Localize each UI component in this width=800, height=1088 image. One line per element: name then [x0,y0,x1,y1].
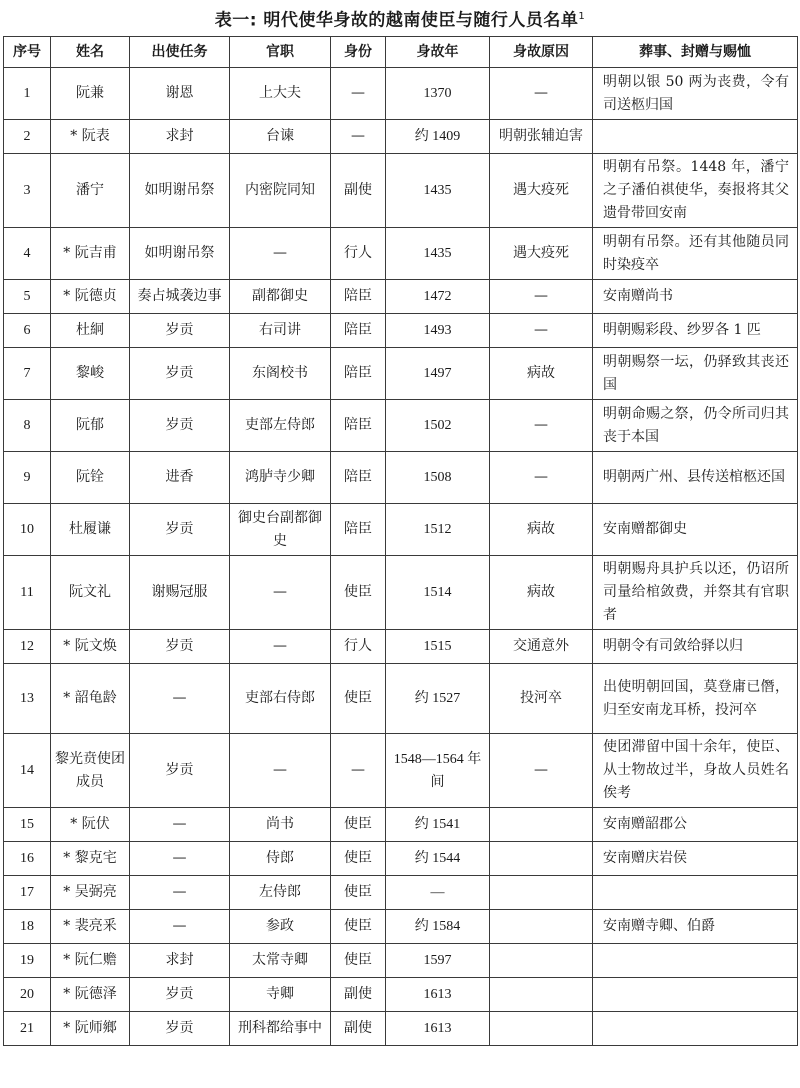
table-row [4,944,798,978]
cell-notes [593,978,798,1012]
cell-role: 陪臣 [331,504,386,556]
cell-notes: 安南赠寺卿、伯爵 [593,910,798,944]
header-year: 身故年 [386,37,490,68]
cell-year: 1435 [386,228,490,280]
cell-office: 内密院同知 [230,154,331,228]
cell-notes: 使团滞留中国十余年，使臣、从士物故过半，身故人员姓名俟考 [593,734,798,808]
cell-year: 1514 [386,556,490,630]
cell-year: 1472 [386,280,490,314]
cell-role: 陪臣 [331,280,386,314]
cell-role: 使臣 [331,876,386,910]
cell-mission: — [130,842,230,876]
cell-office: 左侍郎 [230,876,331,910]
cell-mission: — [130,664,230,734]
cell-cause: — [490,400,593,452]
cell-office: 刑科都给事中 [230,1012,331,1046]
cell-office: — [230,556,331,630]
cell-role: 使臣 [331,556,386,630]
cell-year: 1548—1564 年间 [386,734,490,808]
cell-name: 阮文礼 [51,556,130,630]
cell-mission: 进香 [130,452,230,504]
cell-no: 16 [4,842,51,876]
cell-year: 1508 [386,452,490,504]
table-row [4,556,798,630]
cell-notes: 明朝有吊祭。还有其他随员同时染疫卒 [593,228,798,280]
cell-year: 1512 [386,504,490,556]
cell-year: 1370 [386,68,490,120]
cell-cause [490,808,593,842]
cell-cause [490,910,593,944]
table-row [4,504,798,556]
cell-mission: 求封 [130,944,230,978]
header-mission: 出使任务 [130,37,230,68]
cell-no: 10 [4,504,51,556]
cell-year: 1613 [386,1012,490,1046]
table-body [4,68,798,1046]
cell-cause: 交通意外 [490,630,593,664]
cell-year: 1497 [386,348,490,400]
cell-cause: 明朝张辅迫害 [490,120,593,154]
cell-no: 2 [4,120,51,154]
cell-mission: 岁贡 [130,348,230,400]
cell-office: 吏部右侍郎 [230,664,331,734]
cell-no: 13 [4,664,51,734]
cell-no: 20 [4,978,51,1012]
cell-no: 6 [4,314,51,348]
cell-name: * 裴亮釆 [51,910,130,944]
table-row [4,910,798,944]
cell-cause [490,944,593,978]
cell-notes [593,876,798,910]
cell-notes [593,1012,798,1046]
cell-name: 黎峻 [51,348,130,400]
table-row [4,1012,798,1046]
cell-role: 使臣 [331,910,386,944]
cell-role: 使臣 [331,944,386,978]
footnote-marker: 1 [578,11,586,22]
cell-no: 21 [4,1012,51,1046]
cell-office: 尚书 [230,808,331,842]
cell-office: 鸿胪寺少卿 [230,452,331,504]
cell-notes: 明朝命赐之祭，仍令所司归其丧于本国 [593,400,798,452]
cell-name: 阮兼 [51,68,130,120]
cell-name: * 阮德泽 [51,978,130,1012]
cell-mission: 岁贡 [130,504,230,556]
header-name: 姓名 [51,37,130,68]
cell-cause: 遇大疫死 [490,154,593,228]
table-row [4,154,798,228]
cell-name: 阮铨 [51,452,130,504]
cell-no: 18 [4,910,51,944]
cell-mission: 岁贡 [130,978,230,1012]
cell-role: 使臣 [331,664,386,734]
cell-year: 1493 [386,314,490,348]
cell-name: * 阮伏 [51,808,130,842]
cell-year: 1613 [386,978,490,1012]
cell-role: 使臣 [331,842,386,876]
cell-mission: 奏占城袭边事 [130,280,230,314]
cell-role: 陪臣 [331,400,386,452]
cell-office: — [230,228,331,280]
cell-year: 约 1541 [386,808,490,842]
cell-role: 行人 [331,228,386,280]
cell-cause: 病故 [490,348,593,400]
cell-office: 东阁校书 [230,348,331,400]
cell-year: 约 1409 [386,120,490,154]
cell-role: — [331,68,386,120]
cell-cause [490,1012,593,1046]
cell-notes: 明朝赐彩段、纱罗各 1 匹 [593,314,798,348]
table-title [0,0,800,36]
table-row [4,120,798,154]
cell-no: 9 [4,452,51,504]
cell-notes [593,120,798,154]
cell-cause: — [490,452,593,504]
cell-cause [490,876,593,910]
cell-notes: 出使明朝回国，莫登庸已僭，归至安南龙耳桥，投河卒 [593,664,798,734]
cell-mission: 岁贡 [130,400,230,452]
cell-office: 上大夫 [230,68,331,120]
cell-no: 7 [4,348,51,400]
cell-cause: 病故 [490,556,593,630]
cell-no: 17 [4,876,51,910]
cell-year: — [386,876,490,910]
cell-office: — [230,630,331,664]
table-row [4,280,798,314]
cell-office: 侍郎 [230,842,331,876]
table-row [4,400,798,452]
table-row [4,228,798,280]
cell-no: 12 [4,630,51,664]
cell-name: * 黎克宅 [51,842,130,876]
cell-office: 御史台副都御史 [230,504,331,556]
cell-office: 参政 [230,910,331,944]
cell-notes: 安南赠尚书 [593,280,798,314]
cell-no: 15 [4,808,51,842]
table-row [4,68,798,120]
cell-no: 14 [4,734,51,808]
table-row [4,808,798,842]
cell-cause: — [490,68,593,120]
cell-name: 潘宁 [51,154,130,228]
cell-role: 陪臣 [331,452,386,504]
cell-cause: 投河卒 [490,664,593,734]
cell-name: * 阮德贞 [51,280,130,314]
cell-no: 1 [4,68,51,120]
cell-mission: 岁贡 [130,630,230,664]
cell-notes: 安南赠韶郡公 [593,808,798,842]
cell-notes: 明朝有吊祭。1448 年，潘宁之子潘伯祺使华，奏报将其父遗骨带回安南 [593,154,798,228]
cell-cause: — [490,314,593,348]
cell-name: * 阮表 [51,120,130,154]
cell-role: — [331,734,386,808]
table-row [4,630,798,664]
cell-notes: 明朝两广州、县传送棺柩还国 [593,452,798,504]
cell-year: 约 1527 [386,664,490,734]
table-row [4,842,798,876]
cell-notes: 安南赠庆岩侯 [593,842,798,876]
cell-role: 副使 [331,154,386,228]
cell-year: 约 1584 [386,910,490,944]
cell-mission: — [130,876,230,910]
table-row [4,314,798,348]
cell-year: 1502 [386,400,490,452]
cell-no: 11 [4,556,51,630]
cell-notes: 明朝赐祭一坛，仍驿致其丧还国 [593,348,798,400]
cell-mission: 岁贡 [130,314,230,348]
cell-mission: 谢恩 [130,68,230,120]
cell-cause [490,842,593,876]
table-row [4,978,798,1012]
cell-mission: 谢赐冠服 [130,556,230,630]
cell-no: 8 [4,400,51,452]
cell-year: 约 1544 [386,842,490,876]
header-cause: 身故原因 [490,37,593,68]
cell-role: 使臣 [331,808,386,842]
cell-cause: — [490,280,593,314]
table-row [4,876,798,910]
cell-role: 副使 [331,1012,386,1046]
cell-name: 杜履谦 [51,504,130,556]
header-office: 官职 [230,37,331,68]
cell-mission: 如明谢吊祭 [130,228,230,280]
cell-no: 5 [4,280,51,314]
cell-name: 杜絅 [51,314,130,348]
cell-mission: 如明谢吊祭 [130,154,230,228]
cell-role: 行人 [331,630,386,664]
cell-no: 3 [4,154,51,228]
table-row [4,452,798,504]
cell-role: 陪臣 [331,348,386,400]
cell-mission: — [130,808,230,842]
cell-notes: 明朝赐舟具护兵以还，仍诏所司量给棺敛费，并祭其有官职者 [593,556,798,630]
cell-name: * 吴弼亮 [51,876,130,910]
cell-no: 4 [4,228,51,280]
cell-notes: 安南赠都御史 [593,504,798,556]
cell-cause: 病故 [490,504,593,556]
cell-name: * 阮吉甫 [51,228,130,280]
table-row [4,348,798,400]
cell-office: 太常寺卿 [230,944,331,978]
cell-name: * 韶龟龄 [51,664,130,734]
cell-year: 1435 [386,154,490,228]
cell-notes: 明朝以银 50 两为丧费，令有司送柩归国 [593,68,798,120]
cell-name: * 阮文焕 [51,630,130,664]
cell-mission: 岁贡 [130,1012,230,1046]
cell-office: 台谏 [230,120,331,154]
envoy-table [3,36,798,1046]
header-row [4,37,798,68]
cell-role: 陪臣 [331,314,386,348]
table-row [4,664,798,734]
cell-name: * 阮师鄉 [51,1012,130,1046]
cell-notes [593,944,798,978]
cell-office: 吏部左侍郎 [230,400,331,452]
cell-name: * 阮仁赡 [51,944,130,978]
cell-year: 1515 [386,630,490,664]
cell-no: 19 [4,944,51,978]
cell-year: 1597 [386,944,490,978]
table-title-text: 表一: 明代使华身故的越南使臣与随行人员名单 [214,10,579,31]
cell-notes: 明朝令有司敛给驿以归 [593,630,798,664]
cell-cause [490,978,593,1012]
cell-role: 副使 [331,978,386,1012]
cell-mission: 求封 [130,120,230,154]
cell-mission: — [130,910,230,944]
header-no: 序号 [4,37,51,68]
cell-name: 黎光贲使团成员 [51,734,130,808]
cell-role: — [331,120,386,154]
table-row [4,734,798,808]
header-notes: 葬事、封赠与赐恤 [593,37,798,68]
cell-cause: 遇大疫死 [490,228,593,280]
cell-office: 寺卿 [230,978,331,1012]
cell-mission: 岁贡 [130,734,230,808]
cell-office: 副都御史 [230,280,331,314]
cell-cause: — [490,734,593,808]
header-role: 身份 [331,37,386,68]
cell-office: — [230,734,331,808]
cell-office: 右司讲 [230,314,331,348]
cell-name: 阮郁 [51,400,130,452]
